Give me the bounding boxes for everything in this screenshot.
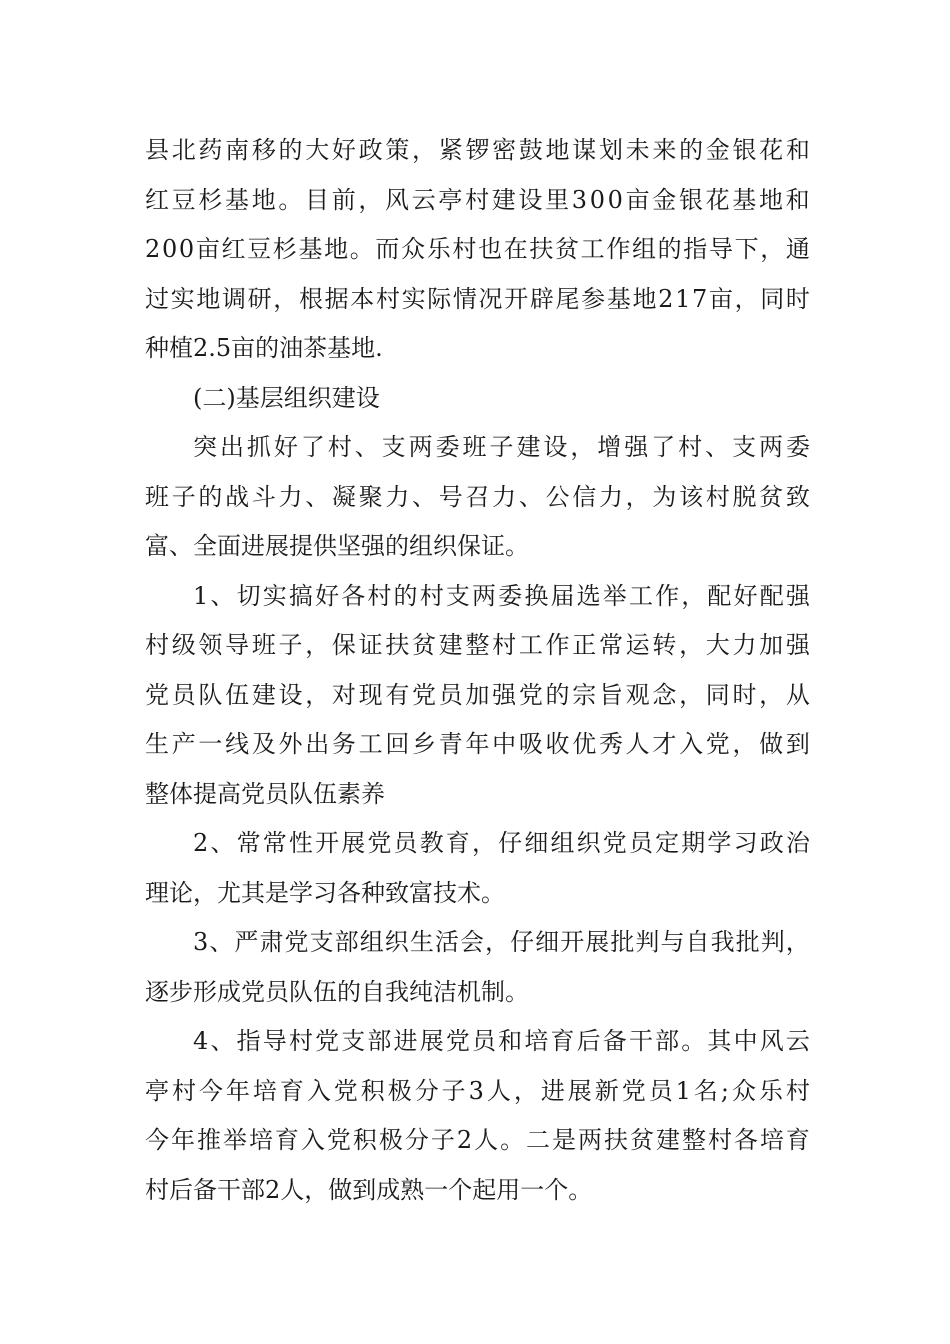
- text-line: 亭 村 今 年 培 育 入 党 积 极 分 子 3 人 ， 进 展 新 党 员 1 名 ; 众 乐 村: [145, 1076, 810, 1105]
- text-line: (二)基层组织建设: [193, 383, 380, 412]
- text-line: 班 子 的 战 斗 力 、 凝 聚 力 、 号 召 力 、 公 信 力 ， 为 该 村 脱 贫 致: [145, 482, 810, 511]
- text-line: 突 出 抓 好 了 村 、 支 两 委 班 子 建 设 ， 增 强 了 村 、 支 两 委: [193, 433, 810, 461]
- text-line: 村 级 领 导 班 子 ， 保 证 扶 贫 建 整 村 工 作 正 常 运 转 ， 大 力 加 强: [145, 631, 810, 659]
- document-body: [145, 126, 810, 1215]
- text-line: 过 实 地 调 研 ， 根 据 本 村 实 际 情 况 开 辟 尾 参 基 地 2 1 7 亩 ， 同 时: [145, 284, 810, 313]
- text-line: 种植2.5亩的油茶基地.: [145, 334, 383, 362]
- text-line: 整体提高党员队伍素养: [145, 779, 385, 808]
- text-line: 2 、 常 常 性 开 展 党 员 教 育 ， 仔 细 组 织 党 员 定 期 学 习 政 治: [193, 829, 810, 857]
- text-line: 理论，尤其是学习各种致富技术。: [145, 878, 505, 907]
- text-line: 县 北 药 南 移 的 大 好 政 策 ， 紧 锣 密 鼓 地 谋 划 未 来 的 金 银 花 和: [145, 136, 810, 164]
- text-line: 生 产 一 线 及 外 出 务 工 回 乡 青 年 中 吸 收 优 秀 人 才 入 党 ， 做 到: [145, 730, 810, 758]
- text-line: 3 、 严 肃 党 支 部 组 织 生 活 会 ， 仔 细 开 展 批 判 与 自 我 批 判 ，: [193, 928, 810, 956]
- text-line: 逐步形成党员队伍的自我纯洁机制。: [145, 977, 529, 1006]
- text-line: 富、全面进展提供坚强的组织保证。: [145, 532, 529, 560]
- text-line: 1 、 切 实 搞 好 各 村 的 村 支 两 委 换 届 选 举 工 作 ， 配 好 配 强: [193, 581, 810, 610]
- text-line: 党 员 队 伍 建 设 ， 对 现 有 党 员 加 强 党 的 宗 旨 观 念 ， 同 时 ， 从: [145, 680, 810, 709]
- text-line: 红 豆 杉 基 地 。 目 前 ， 风 云 亭 村 建 设 里 3 0 0 亩 金 银 花 基 地 和: [145, 185, 810, 214]
- text-line: 村后备干部2人，做到成熟一个起用一个。: [145, 1175, 593, 1204]
- text-line: 今 年 推 举 培 育 入 党 积 极 分 子 2 人 。 二 是 两 扶 贫 建 整 村 各 培 育: [145, 1126, 810, 1154]
- text-line: 4 、 指 导 村 党 支 部 进 展 党 员 和 培 育 后 备 干 部 。 其 中 风 云: [193, 1027, 810, 1055]
- text-line: 2 0 0 亩 红 豆 杉 基 地 。 而 众 乐 村 也 在 扶 贫 工 作 组 的 指 导 下 ， 通: [145, 235, 810, 263]
